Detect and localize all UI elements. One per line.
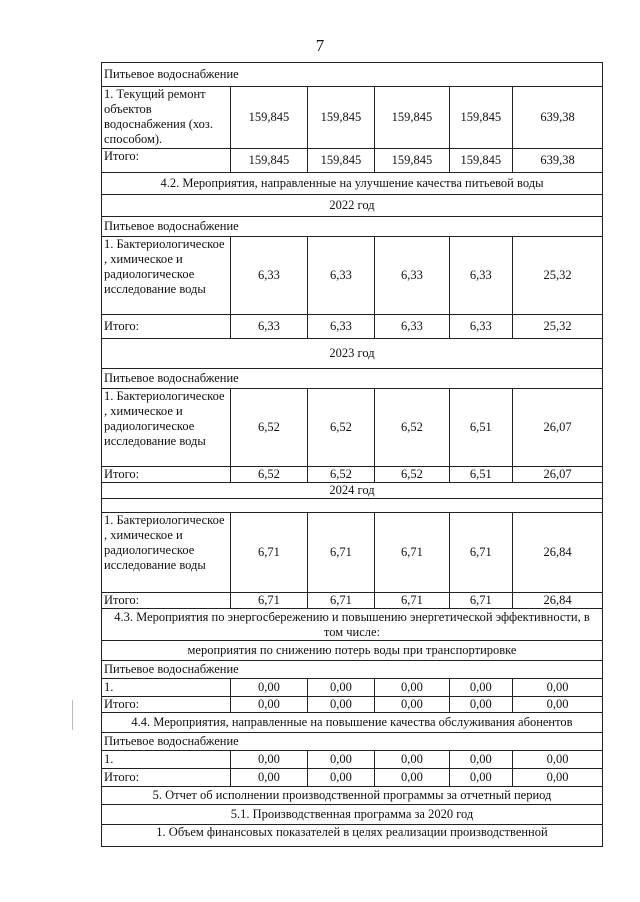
table-row bbox=[102, 149, 603, 173]
cell: 0,00 bbox=[231, 769, 307, 787]
section-5: 5. Отчет об исполнении производственной программы за отчетный период bbox=[102, 787, 603, 805]
cell: 159,845 bbox=[307, 87, 375, 149]
section-water-supply: Питьевое водоснабжение bbox=[102, 217, 603, 237]
repair-label: 1. Текущий ремонт объектов водоснабжения (хоз. способом). bbox=[102, 87, 231, 149]
cell: 639,38 bbox=[513, 87, 603, 149]
table-row bbox=[102, 661, 603, 679]
cell: 6,52 bbox=[231, 467, 307, 483]
section-water-supply: Питьевое водоснабжение bbox=[102, 661, 603, 679]
cell: 6,33 bbox=[231, 237, 307, 315]
cell: 6,33 bbox=[231, 315, 307, 339]
year-2024: 2024 год bbox=[102, 483, 603, 499]
cell: 159,845 bbox=[231, 87, 307, 149]
table-row bbox=[102, 237, 603, 315]
cell: 0,00 bbox=[513, 769, 603, 787]
bact-label: 1. Бактериологическое , химическое и радиологическое исследование воды bbox=[102, 237, 231, 315]
cell: 159,845 bbox=[449, 149, 513, 173]
table-row bbox=[102, 63, 603, 87]
year-2023: 2023 год bbox=[102, 339, 603, 369]
bact-label: 1. Бактериологическое , химическое и радиологическое исследование воды bbox=[102, 389, 231, 467]
total-label: Итого: bbox=[102, 315, 231, 339]
cell: 0,00 bbox=[375, 679, 449, 697]
cell: 6,71 bbox=[449, 593, 513, 609]
cell: 6,51 bbox=[449, 389, 513, 467]
table-row bbox=[102, 315, 603, 339]
cell: 6,71 bbox=[375, 593, 449, 609]
cell: 0,00 bbox=[513, 679, 603, 697]
cell: 26,07 bbox=[513, 467, 603, 483]
cell: 0,00 bbox=[513, 697, 603, 713]
cell: 6,71 bbox=[449, 513, 513, 593]
table-row bbox=[102, 369, 603, 389]
cell: 159,845 bbox=[375, 87, 449, 149]
table-row bbox=[102, 697, 603, 713]
cell: 159,845 bbox=[307, 149, 375, 173]
cell: 6,71 bbox=[307, 593, 375, 609]
cell: 0,00 bbox=[375, 697, 449, 713]
cell: 159,845 bbox=[231, 149, 307, 173]
table-row bbox=[102, 805, 603, 825]
cell: 0,00 bbox=[375, 751, 449, 769]
table-row bbox=[102, 195, 603, 217]
table-row bbox=[102, 733, 603, 751]
section-4-4: 4.4. Мероприятия, направленные на повышение качества обслуживания абонентов bbox=[102, 713, 603, 733]
section-water-supply: Питьевое водоснабжение bbox=[102, 369, 603, 389]
table-row bbox=[102, 483, 603, 499]
table-row bbox=[102, 679, 603, 697]
table-row bbox=[102, 769, 603, 787]
cell: 159,845 bbox=[375, 149, 449, 173]
cell: 0,00 bbox=[449, 679, 513, 697]
section-4-3: 4.3. Мероприятия по энергосбережению и повышению энергетической эффективности, в том числе: bbox=[102, 609, 603, 641]
item-label: 1. bbox=[102, 679, 231, 697]
table-row bbox=[102, 217, 603, 237]
cell: 26,84 bbox=[513, 513, 603, 593]
cell: 0,00 bbox=[307, 697, 375, 713]
cell: 6,33 bbox=[307, 315, 375, 339]
cell: 639,38 bbox=[513, 149, 603, 173]
cell: 159,845 bbox=[449, 87, 513, 149]
table-row bbox=[102, 713, 603, 733]
table-row bbox=[102, 825, 603, 847]
cell: 6,52 bbox=[375, 389, 449, 467]
total-label: Итого: bbox=[102, 697, 231, 713]
empty-row bbox=[102, 499, 603, 513]
table-row bbox=[102, 609, 603, 641]
table-row bbox=[102, 389, 603, 467]
cell: 0,00 bbox=[231, 679, 307, 697]
cell: 0,00 bbox=[307, 751, 375, 769]
item-label: 1. bbox=[102, 751, 231, 769]
loss-measures: мероприятия по снижению потерь воды при транспортировке bbox=[102, 641, 603, 661]
cell: 26,07 bbox=[513, 389, 603, 467]
cell: 6,33 bbox=[307, 237, 375, 315]
total-label: Итого: bbox=[102, 769, 231, 787]
cell: 0,00 bbox=[513, 751, 603, 769]
cell: 0,00 bbox=[231, 751, 307, 769]
cell: 6,51 bbox=[449, 467, 513, 483]
table-row bbox=[102, 87, 603, 149]
cell: 6,71 bbox=[231, 513, 307, 593]
section-5-1-1: 1. Объем финансовых показателей в целях реализации производственной bbox=[102, 825, 603, 847]
cell: 25,32 bbox=[513, 237, 603, 315]
table-row bbox=[102, 499, 603, 513]
year-2022: 2022 год bbox=[102, 195, 603, 217]
cell: 6,52 bbox=[307, 467, 375, 483]
table-row bbox=[102, 339, 603, 369]
table-row bbox=[102, 641, 603, 661]
cell: 6,71 bbox=[231, 593, 307, 609]
program-table bbox=[101, 62, 603, 847]
cell: 6,33 bbox=[375, 237, 449, 315]
cell: 0,00 bbox=[231, 697, 307, 713]
total-label: Итого: bbox=[102, 467, 231, 483]
total-label: Итого: bbox=[102, 593, 231, 609]
table-row bbox=[102, 513, 603, 593]
cell: 6,52 bbox=[231, 389, 307, 467]
cell: 0,00 bbox=[449, 769, 513, 787]
cell: 0,00 bbox=[307, 769, 375, 787]
table-row bbox=[102, 593, 603, 609]
bact-label: 1. Бактериологическое , химическое и радиологическое исследование воды bbox=[102, 513, 231, 593]
table-row bbox=[102, 787, 603, 805]
cell: 6,52 bbox=[307, 389, 375, 467]
cell: 6,33 bbox=[449, 315, 513, 339]
section-4-2: 4.2. Мероприятия, направленные на улучшение качества питьевой воды bbox=[102, 173, 603, 195]
cell: 6,33 bbox=[449, 237, 513, 315]
total-label: Итого: bbox=[102, 149, 231, 173]
cell: 26,84 bbox=[513, 593, 603, 609]
cell: 6,52 bbox=[375, 467, 449, 483]
cell: 0,00 bbox=[449, 751, 513, 769]
page-number: 7 bbox=[315, 36, 325, 55]
cell: 0,00 bbox=[449, 697, 513, 713]
section-5-1: 5.1. Производственная программа за 2020 год bbox=[102, 805, 603, 825]
cell: 25,32 bbox=[513, 315, 603, 339]
cell: 6,71 bbox=[375, 513, 449, 593]
cell: 0,00 bbox=[307, 679, 375, 697]
table-row bbox=[102, 467, 603, 483]
section-water-supply: Питьевое водоснабжение bbox=[102, 733, 603, 751]
cell: 6,33 bbox=[375, 315, 449, 339]
section-water-supply: Питьевое водоснабжение bbox=[102, 63, 603, 87]
cell: 6,71 bbox=[307, 513, 375, 593]
margin-mark bbox=[72, 700, 73, 730]
table-row bbox=[102, 173, 603, 195]
table-row bbox=[102, 751, 603, 769]
cell: 0,00 bbox=[375, 769, 449, 787]
